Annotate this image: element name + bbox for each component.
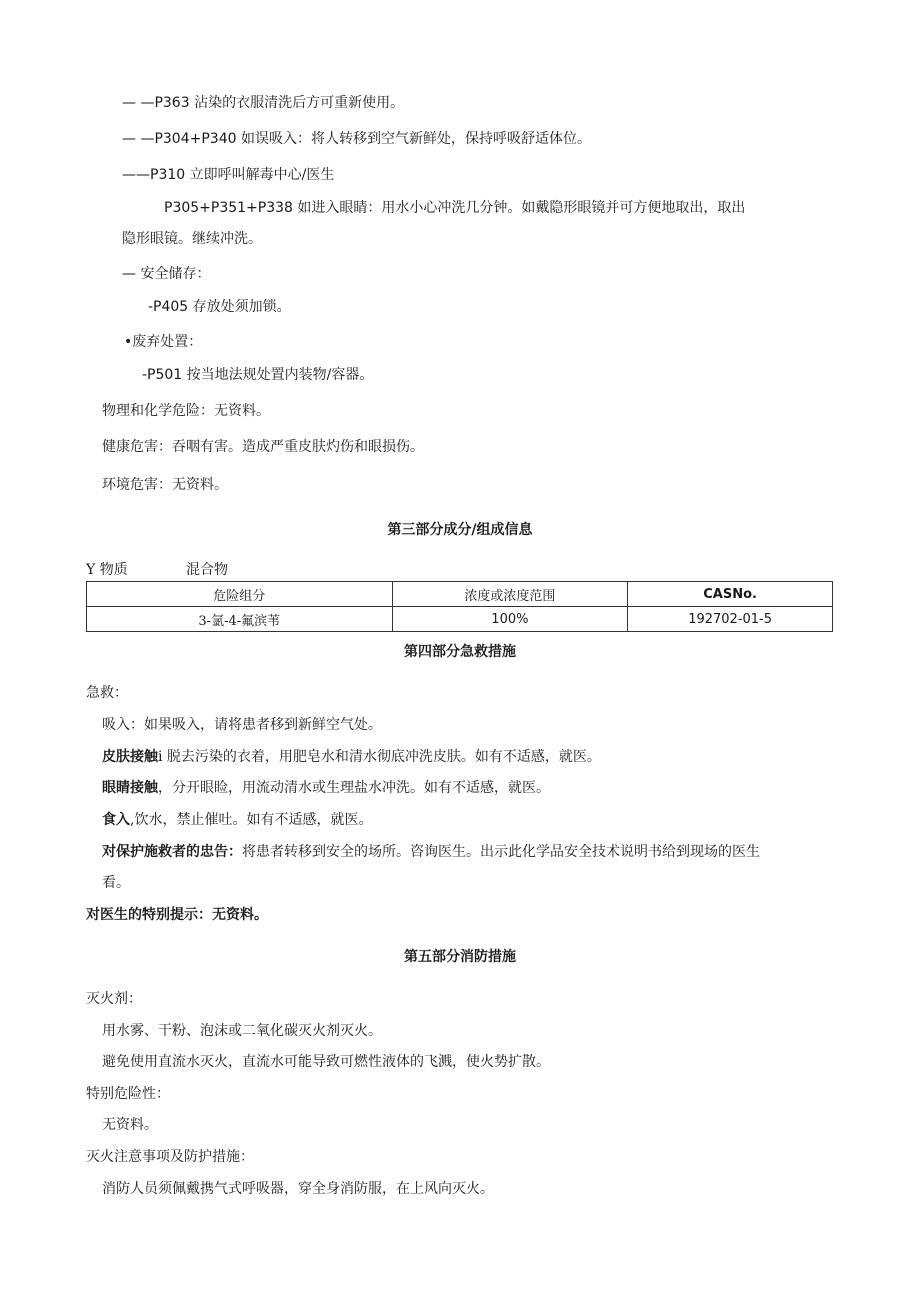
storage-heading: — 安全储存： bbox=[122, 266, 211, 282]
table-cell: 192702-01-5 bbox=[628, 607, 833, 632]
firefighting-measures-heading: 灭火注意事项及防护措施： bbox=[86, 1149, 254, 1165]
statement-text: 如进入眼睛：用水小心冲洗几分钟。如戴隐形眼镜并可方便地取出，取出 bbox=[297, 200, 746, 216]
extinguishing-agent-note: 避免使用直流水灭火，直流水可能导致可燃性液体的飞溅，使火势扩散。 bbox=[102, 1054, 550, 1070]
first-aid-label: 对保护施救者的忠告： bbox=[102, 844, 242, 860]
statement-code: -P501 bbox=[142, 367, 183, 383]
statement-p304 bbox=[122, 130, 591, 148]
statement-code: -P405 bbox=[148, 299, 189, 315]
first-aid-label: 眼睛接触 bbox=[102, 780, 158, 796]
statement-text: 按当地法规处置内装物/容器。 bbox=[186, 367, 374, 383]
statement-code: P305+P351+P338 bbox=[164, 200, 293, 216]
statement-text: 如误吸入：将人转移到空气新鲜处，保持呼吸舒适体位。 bbox=[240, 131, 591, 147]
hazard-label: 物理和化学危险： bbox=[102, 403, 214, 419]
substance-label: Y 物质 bbox=[86, 562, 128, 578]
first-aid-text: i 脱去污染的衣着，用肥皂水和清水彻底冲洗皮肤。如有不适感，就医。 bbox=[158, 749, 601, 765]
table-cell: 3-氯-4-氟滨苇 bbox=[87, 607, 393, 632]
statement-p305 bbox=[164, 199, 745, 217]
special-hazard-text: 无资料。 bbox=[102, 1117, 158, 1133]
statement-p363 bbox=[122, 94, 404, 112]
hazard-label: 环境危害： bbox=[102, 477, 172, 493]
statement-text: 沾染的衣服清洗后方可重新使用。 bbox=[194, 95, 405, 111]
statement-code: — —P363 bbox=[122, 95, 190, 111]
physical-hazard bbox=[102, 402, 270, 420]
first-aid-label: 皮肤接触 bbox=[102, 749, 158, 765]
hazard-value: 吞咽有害。造成严重皮肤灼伤和眼损伤。 bbox=[172, 439, 424, 455]
health-hazard bbox=[102, 438, 424, 456]
statement-text: 存放处须加锁。 bbox=[192, 299, 291, 315]
statement-text: 立即呼叫解毒中心/医生 bbox=[189, 167, 335, 183]
substance-value: 混合物 bbox=[186, 562, 228, 578]
first-aid-inhalation: 吸入：如果吸入，请将患者移到新鲜空气处。 bbox=[102, 717, 382, 733]
table-cell: 100% bbox=[392, 607, 628, 632]
statement-p305-continued: 隐形眼镜。继续冲洗。 bbox=[122, 231, 262, 247]
first-aid-label: 食入 bbox=[102, 812, 130, 828]
first-aid-ingestion bbox=[102, 811, 372, 829]
doctor-note: 对医生的特别提示：无资料。 bbox=[86, 907, 268, 923]
environment-hazard bbox=[102, 476, 228, 494]
statement-p405 bbox=[148, 298, 291, 316]
table-row bbox=[87, 607, 833, 632]
extinguishing-agent-heading: 灭火剂： bbox=[86, 991, 142, 1007]
hazard-label: 健康危害： bbox=[102, 439, 172, 455]
disposal-heading: •废弃处置： bbox=[124, 334, 203, 350]
section5-title: 第五部分消防措施 bbox=[404, 949, 516, 965]
extinguishing-agent-text: 用水雾、干粉、泡沫或二氧化碳灭火剂灭火。 bbox=[102, 1023, 382, 1039]
composition-table bbox=[86, 581, 833, 632]
first-aid-text: 将患者转移到安全的场所。咨询医生。出示此化学品安全技术说明书给到现场的医生 bbox=[242, 844, 760, 860]
first-aid-skin bbox=[102, 748, 601, 766]
first-aid-eye bbox=[102, 779, 550, 797]
hazard-value: 无资料。 bbox=[214, 403, 270, 419]
table-header: 危险组分 bbox=[87, 582, 393, 607]
section3-title: 第三部分成分/组成信息 bbox=[387, 522, 533, 538]
statement-p501 bbox=[142, 366, 373, 384]
table-header: CASNo. bbox=[628, 582, 833, 607]
first-aid-text: ，分开眼睑，用流动清水或生理盐水冲洗。如有不适感，就医。 bbox=[158, 780, 550, 796]
first-aid-text: ,饮水，禁止催吐。如有不适感，就医。 bbox=[130, 812, 373, 828]
firefighting-measures-text: 消防人员须佩戴携气式呼吸器，穿全身消防服，在上风向灭火。 bbox=[102, 1181, 494, 1197]
statement-p310 bbox=[122, 166, 334, 184]
hazard-value: 无资料。 bbox=[172, 477, 228, 493]
statement-code: ——P310 bbox=[122, 167, 186, 183]
table-header-row bbox=[87, 582, 833, 607]
table-header: 浓度或浓度范围 bbox=[392, 582, 628, 607]
rescuer-advice bbox=[102, 843, 760, 861]
statement-code: — —P304+P340 bbox=[122, 131, 237, 147]
first-aid-heading: 急救： bbox=[86, 685, 128, 701]
special-hazard-heading: 特别危险性： bbox=[86, 1086, 170, 1102]
rescuer-advice-continued: 看。 bbox=[102, 875, 130, 891]
section4-title: 第四部分急救措施 bbox=[404, 644, 516, 660]
